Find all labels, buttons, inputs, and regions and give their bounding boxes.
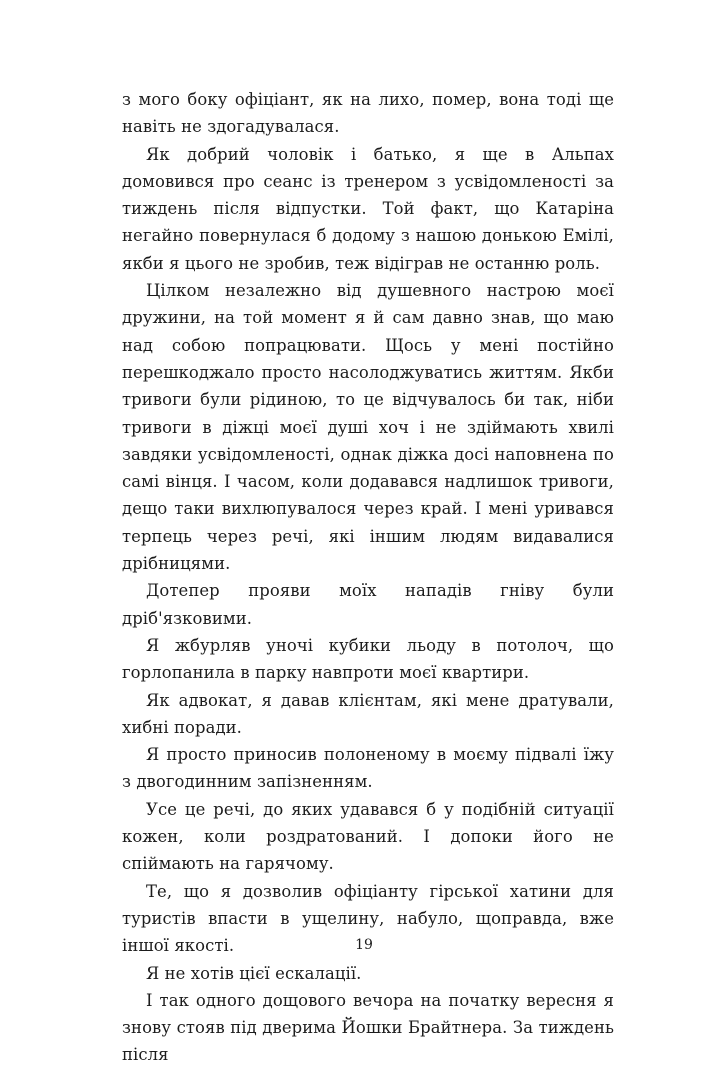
paragraph: з мого боку офіціант, як на лихо, помер, вона тоді ще навіть не здогадувалася. bbox=[122, 90, 614, 137]
paragraph: Я просто приносив полоненому в моєму підвалі їжу з двогодинним запізненням. bbox=[122, 745, 614, 792]
paragraph: І так одного дощового вечора на початку вересня я знову стояв під дверима Йошки Брайтнера. За тиждень після bbox=[122, 990, 614, 1065]
paragraph: Я не хотів цієї ескалації. bbox=[146, 963, 362, 983]
paragraph: Я жбурляв уночі кубики льоду в потолоч, що горлопанила в парку навпроти моєї квартири. bbox=[122, 635, 614, 683]
body-text bbox=[122, 86, 614, 1069]
paragraph: Цілком незалежно від душевного настрою моєї дружини, на той момент я й сам давно знав, що маю над собою попрацювати. Щось у мені постійно перешкоджало просто насолоджуватись життям. Якби тривоги були рідиною, то це відчувалось би так, ніби тривоги в діжці моєї душі хоч і не здіймають хвилі завдяки усвідомленості, однак діжка досі наповнена по самі вінця. І часом, коли додавався надлишок тривоги, дещо таки вихлюпувалося через край. І мені уривався терпець через речі, які іншим людям видавалися дрібницями. bbox=[122, 281, 614, 574]
paragraph: Як добрий чоловік і батько, я ще в Альпах домовився про сеанс із тренером з усвідомленості за тиждень після відпустки. Той факт, що Катаріна негайно повернулася б додому з нашою донькою Емілі, якби я цього не зробив, теж відіграв не останню роль. bbox=[122, 144, 614, 273]
paragraph: Те, що я дозволив офіціанту гірської хатини для туристів впасти в ущелину, набуло, щоправда, вже іншої якості. bbox=[122, 881, 614, 956]
paragraph: Усе це речі, до яких удавався б у подібній ситуації кожен, коли роздратований. І допоки його не спіймають на гарячому. bbox=[122, 799, 614, 874]
paragraph: Як адвокат, я давав клієнтам, які мене дратували, хибні поради. bbox=[122, 690, 614, 737]
paragraph: Дотепер прояви моїх нападів гніву були дріб'язковими. bbox=[122, 581, 614, 628]
page-number: 19 bbox=[355, 937, 373, 953]
